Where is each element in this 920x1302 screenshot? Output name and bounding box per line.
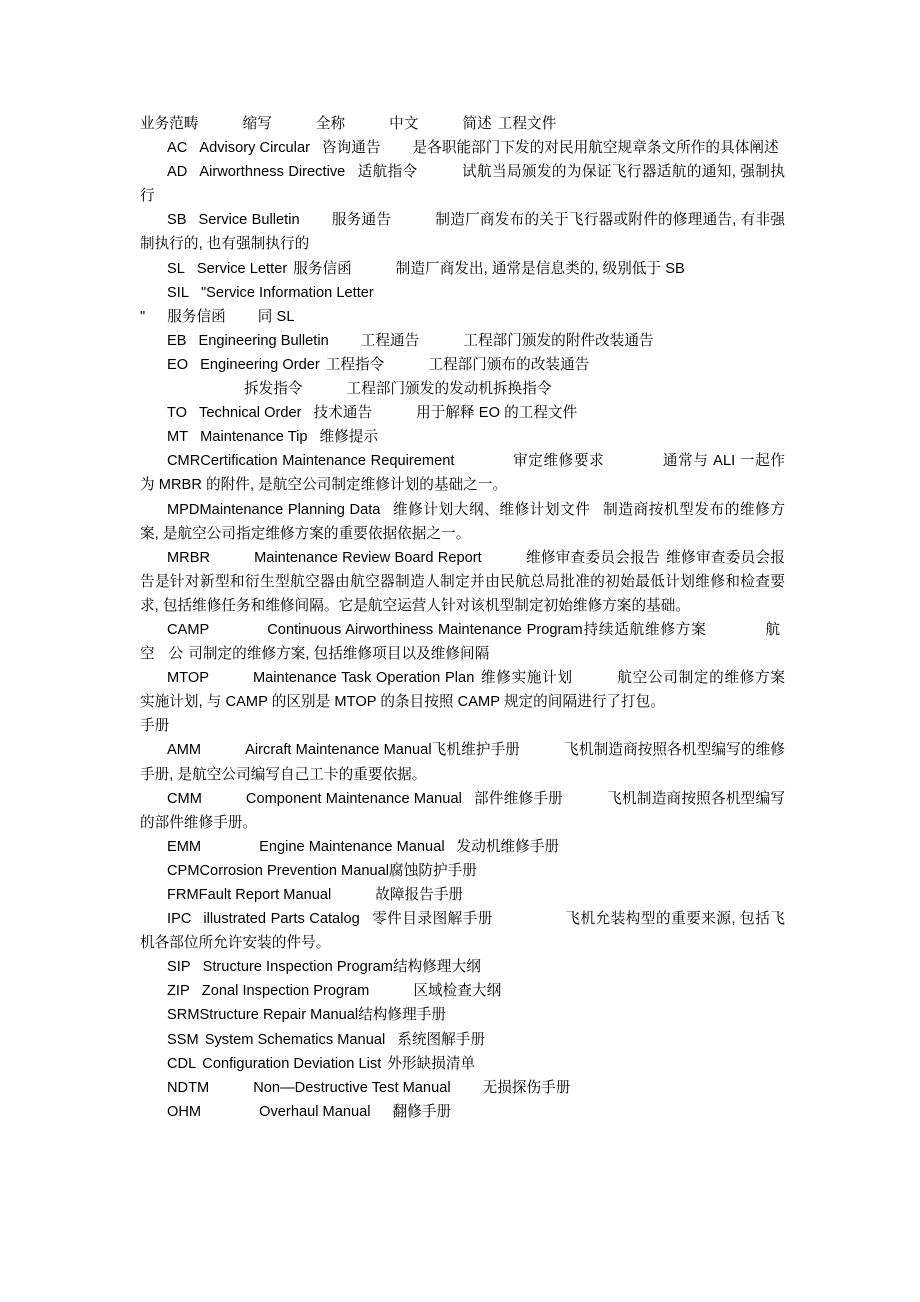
entry-fullname: Non—Destructive Test Manual [253, 1079, 451, 1096]
entry-description: 飞机制造商按照各机型编写的部件维修手册。 [140, 790, 785, 831]
entry-fullname: Maintenance Review Board Report [254, 549, 482, 566]
entry-row-zip [140, 979, 785, 1003]
entry-fullname: Service Bulletin [198, 212, 300, 229]
entry-row-ohm [140, 1100, 785, 1124]
column-header-abbr: 缩写 [242, 116, 272, 132]
entry-abbr: FRM [167, 887, 199, 903]
entry-abbr: MRBR [167, 549, 211, 566]
column-header-scope: 业务范畴 [140, 116, 199, 132]
entry-abbr: SRM [167, 1007, 200, 1024]
entry-abbr: MT [167, 429, 189, 446]
entry-fullname: Maintenance Tip [200, 429, 308, 446]
entry-row-ac [140, 136, 785, 160]
entry-fullname: "Service Information Letter [200, 284, 374, 301]
entry-description-part1: 航 空 公 [140, 621, 785, 663]
entry-row-emm [140, 835, 785, 859]
entry-row-sil-continuation [140, 305, 785, 329]
entry-row-engine-removal-order [140, 377, 785, 401]
entry-fullname: Maintenance Planning Data [199, 501, 381, 518]
entry-abbr: CAMP [167, 621, 210, 638]
entry-row-mpd [140, 498, 785, 546]
entry-description: 工程部门颁发的附件改装通告 [463, 332, 654, 349]
entry-row-ad [140, 160, 785, 208]
column-header-summary: 简述 [462, 116, 492, 132]
entry-row-mrbr [140, 546, 785, 618]
entry-fullname: illustrated Parts Catalog [203, 911, 360, 928]
entry-row-ipc [140, 907, 785, 955]
closing-quote-mark: " [140, 308, 146, 325]
entry-abbr: AD [167, 164, 188, 181]
entry-description-part2: 司制定的维修方案, 包括维修项目以及维修间隔 [188, 646, 490, 663]
entry-row-sl [140, 257, 785, 281]
entry-row-srm [140, 1003, 785, 1027]
entry-chinese: 维修审查委员会报告 [525, 549, 660, 566]
section-heading-manuals [140, 714, 785, 738]
entry-fullname: Aircraft Maintenance Manual [245, 742, 432, 759]
entry-row-to [140, 401, 785, 425]
entry-abbr: CMR [167, 453, 201, 470]
entry-chinese: 服务信函 [167, 308, 226, 325]
entry-fullname: Engineering Bulletin [198, 332, 329, 349]
entry-abbr: CDL [167, 1055, 197, 1072]
entry-row-cpm [140, 859, 785, 883]
entry-abbr: SB [167, 212, 187, 229]
entry-row-cmm [140, 787, 785, 835]
entry-row-amm [140, 738, 785, 786]
entry-description: 工程部门颁发的发动机拆换指令 [346, 381, 552, 398]
entry-fullname: Zonal Inspection Program [201, 983, 370, 1000]
entry-description: 制造厂商发出, 通常是信息类的, 级别低于 SB [395, 260, 685, 277]
entry-description: 是各职能部门下发的对民用航空规章条文所作的具体阐述 [412, 140, 779, 157]
entry-row-eb [140, 329, 785, 353]
entry-fullname: Technical Order [199, 405, 302, 422]
entry-chinese: 故障报告手册 [375, 887, 464, 903]
entry-chinese: 维修计划大纲、维修计划文件 [392, 501, 591, 518]
entry-description: 用于解释 EO 的工程文件 [416, 405, 578, 422]
entry-fullname: Service Letter [196, 260, 288, 277]
table-header-row [140, 112, 785, 136]
entry-chinese: 外形缺损清单 [387, 1055, 476, 1072]
entry-row-ssm [140, 1028, 785, 1052]
entry-chinese: 审定维修要求 [512, 453, 605, 470]
entry-chinese: 工程指令 [325, 356, 385, 373]
entry-description: 通常与 ALI 一起作为 MRBR 的附件, 是航空公司制定维修计划的基础之一。 [140, 453, 785, 494]
entry-fullname: Engine Maintenance Manual [259, 838, 445, 855]
entry-description: 航空公司制定的维修方案实施计划, 与 CAMP 的区别是 MTOP 的条目按照 CAMP 规定的间隔进行了打包。 [140, 670, 785, 711]
entry-chinese: 适航指令 [357, 164, 418, 181]
entry-fullname: Configuration Deviation List [202, 1055, 382, 1072]
entry-abbr: IPC [167, 911, 192, 928]
entry-abbr: AC [167, 140, 188, 157]
entry-description: 飞机制造商按照各机型编写的维修手册, 是航空公司编写自己工卡的重要依据。 [140, 742, 785, 783]
entry-chinese: 零件目录图解手册 [371, 911, 493, 928]
entry-fullname: Airworthness Directive [199, 164, 346, 181]
entry-chinese: 咨询通告 [321, 140, 381, 157]
entry-abbr: EO [167, 356, 189, 373]
entry-fullname: System Schematics Manual [204, 1031, 386, 1048]
entry-row-eo [140, 353, 785, 377]
entry-row-sb [140, 208, 785, 256]
section-heading-label: 手册 [140, 718, 170, 735]
entry-row-ndtm [140, 1076, 785, 1100]
entry-fullname: Continuous Airworthiness Maintenance Program [267, 621, 583, 638]
entry-abbr: EMM [167, 838, 202, 855]
entry-description: 同 SL [257, 308, 295, 325]
entry-row-frm [140, 883, 785, 907]
entry-abbr: NDTM [167, 1079, 210, 1096]
entry-chinese: 翻修手册 [392, 1103, 452, 1120]
entry-row-mtop [140, 666, 785, 714]
entry-description: 试航当局颁发的为保证飞行器适航的通知, 强制执行 [140, 164, 786, 205]
entry-abbr: SIL [167, 284, 189, 301]
entry-chinese: 工程通告 [360, 332, 420, 349]
entry-chinese: 发动机维修手册 [456, 838, 560, 855]
column-header-fullname: 全称 [315, 116, 346, 132]
document-text-body [140, 112, 785, 1124]
entry-fullname: Advisory Circular [199, 140, 310, 157]
entry-chinese: 腐蚀防护手册 [389, 862, 477, 879]
entry-chinese: 服务信函 [293, 260, 352, 277]
entry-abbr: MPD [167, 501, 200, 518]
entry-chinese: 技术通告 [313, 405, 373, 422]
entry-description: 制造厂商发布的关于飞行器或附件的修理通告, 有非强制执行的, 也有强制执行的 [140, 212, 785, 253]
entry-row-cmr [140, 449, 785, 497]
entry-chinese: 部件维修手册 [473, 790, 564, 807]
entry-chinese: 持续适航维修方案 [582, 621, 707, 638]
entry-abbr: OHM [167, 1103, 202, 1120]
entry-fullname: Maintenance Task Operation Plan [252, 670, 475, 687]
entry-chinese: 服务通告 [331, 212, 392, 229]
entry-chinese: 拆发指令 [244, 381, 303, 398]
entry-chinese: 区域检查大纲 [413, 983, 502, 1000]
entry-fullname: Certification Maintenance Requirement [200, 453, 455, 470]
entry-description: 工程部门颁布的改装通告 [428, 356, 590, 373]
entry-description: 制造商按机型发布的维修方案, 是航空公司指定维修方案的重要依据依据之一。 [140, 501, 785, 542]
entry-chinese: 维修提示 [319, 429, 379, 446]
entry-row-sip [140, 955, 785, 979]
entry-fullname: Overhaul Manual [259, 1103, 371, 1120]
entry-abbr: SSM [167, 1031, 199, 1048]
entry-fullname: Structure Repair Manual [199, 1007, 359, 1024]
entry-abbr: ZIP [167, 983, 190, 1000]
entry-abbr: EB [167, 332, 187, 349]
entry-row-sil [140, 281, 785, 305]
entry-chinese: 结构修理手册 [358, 1007, 447, 1024]
entry-fullname: Component Maintenance Manual [245, 790, 462, 807]
entry-chinese: 飞机维护手册 [431, 742, 521, 759]
entry-fullname: Corrosion Prevention Manual [199, 862, 390, 879]
entry-abbr: SL [167, 260, 185, 277]
entry-row-camp [140, 618, 785, 666]
section-heading-engineering-docs: 工程文件 [497, 116, 557, 132]
entry-chinese: 结构修理大纲 [392, 959, 481, 976]
entry-description: 飞机允装构型的重要来源, 包括飞机各部位所允许安装的件号。 [140, 911, 785, 952]
entry-row-cdl [140, 1052, 785, 1076]
entry-row-mt [140, 425, 785, 449]
entry-abbr: CMM [167, 790, 202, 807]
entry-abbr: AMM [167, 742, 202, 759]
entry-chinese: 维修实施计划 [480, 670, 573, 687]
column-header-chinese: 中文 [389, 116, 419, 132]
entry-fullname: Structure Inspection Program [202, 959, 393, 976]
entry-abbr: CPM [167, 862, 200, 879]
entry-fullname: Engineering Order [200, 356, 320, 373]
entry-chinese: 无损探伤手册 [482, 1079, 571, 1096]
entry-fullname: Fault Report Manual [198, 887, 332, 903]
entry-abbr: TO [167, 405, 188, 422]
entry-chinese: 系统图解手册 [397, 1031, 486, 1048]
entry-description: 维修审查委员会报告是针对新型和衍生型航空器由航空器制造人制定并由民航总局批准的初始最低计划维修和检查要求, 包括维修任务和维修间隔。它是航空运营人针对该机型制定初始维修方案的基础。 [140, 549, 786, 614]
entry-abbr: SIP [167, 959, 191, 976]
entry-abbr: MTOP [167, 670, 209, 687]
